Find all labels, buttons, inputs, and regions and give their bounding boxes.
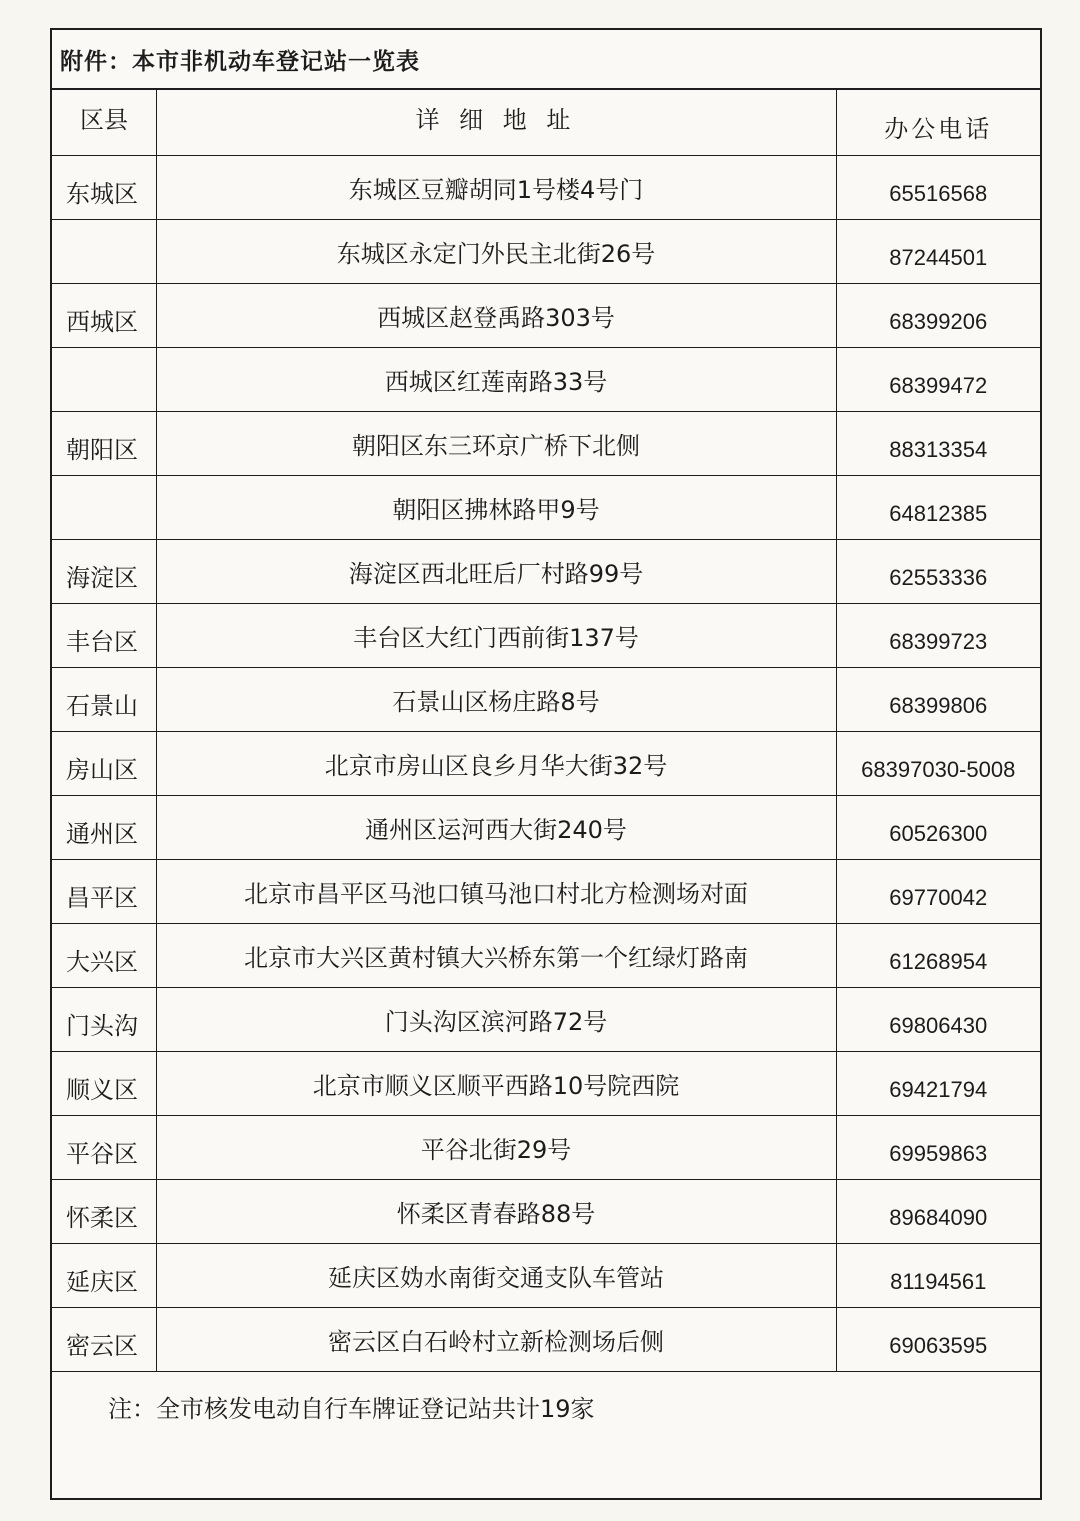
district-cell [52,475,156,539]
header-district: 区县 [52,90,156,155]
phone-cell: 88313354 [836,411,1040,475]
district-cell: 石景山 [52,667,156,731]
district-cell: 密云区 [52,1307,156,1371]
address-cell: 北京市大兴区黄村镇大兴桥东第一个红绿灯路南 [156,923,836,987]
address-cell: 平谷北街29号 [156,1115,836,1179]
address-cell: 门头沟区滨河路72号 [156,987,836,1051]
table-row [52,283,1040,347]
table-row [52,1115,1040,1179]
table-row [52,603,1040,667]
address-cell: 朝阳区拂林路甲9号 [156,475,836,539]
district-cell: 通州区 [52,795,156,859]
district-cell: 海淀区 [52,539,156,603]
table-row [52,155,1040,219]
document-title: 附件：本市非机动车登记站一览表 [60,48,420,75]
district-cell: 丰台区 [52,603,156,667]
phone-cell: 68399206 [836,283,1040,347]
phone-cell: 89684090 [836,1179,1040,1243]
phone-cell: 87244501 [836,219,1040,283]
address-cell: 东城区豆瓣胡同1号楼4号门 [156,155,836,219]
title-row [52,30,1040,90]
table-row [52,731,1040,795]
phone-cell: 68399806 [836,667,1040,731]
district-cell: 平谷区 [52,1115,156,1179]
address-cell: 丰台区大红门西前街137号 [156,603,836,667]
document-page [50,28,1042,1500]
phone-cell: 60526300 [836,795,1040,859]
district-cell: 东城区 [52,155,156,219]
phone-cell: 69770042 [836,859,1040,923]
district-cell [52,347,156,411]
phone-cell: 65516568 [836,155,1040,219]
table-row [52,1307,1040,1371]
phone-cell: 69806430 [836,987,1040,1051]
phone-cell: 69063595 [836,1307,1040,1371]
table-row [52,475,1040,539]
district-cell [52,219,156,283]
table-row [52,411,1040,475]
phone-cell: 81194561 [836,1243,1040,1307]
registration-stations-table [52,90,1040,1372]
district-cell: 昌平区 [52,859,156,923]
address-cell: 通州区运河西大街240号 [156,795,836,859]
district-cell: 延庆区 [52,1243,156,1307]
table-header-row [52,90,1040,155]
address-cell: 东城区永定门外民主北街26号 [156,219,836,283]
table-row [52,859,1040,923]
phone-cell: 68397030-5008 [836,731,1040,795]
table-row [52,1051,1040,1115]
table-row [52,923,1040,987]
header-phone: 办公电话 [836,90,1040,155]
address-cell: 西城区赵登禹路303号 [156,283,836,347]
table-row [52,539,1040,603]
address-cell: 北京市顺义区顺平西路10号院西院 [156,1051,836,1115]
phone-cell: 68399723 [836,603,1040,667]
table-row [52,1179,1040,1243]
table-row [52,347,1040,411]
district-cell: 怀柔区 [52,1179,156,1243]
phone-cell: 68399472 [836,347,1040,411]
table-row [52,1243,1040,1307]
table-row [52,795,1040,859]
phone-cell: 69421794 [836,1051,1040,1115]
table-row [52,219,1040,283]
address-cell: 北京市房山区良乡月华大街32号 [156,731,836,795]
address-cell: 北京市昌平区马池口镇马池口村北方检测场对面 [156,859,836,923]
district-cell: 房山区 [52,731,156,795]
address-cell: 怀柔区青春路88号 [156,1179,836,1243]
note-row [52,1372,1040,1442]
phone-cell: 61268954 [836,923,1040,987]
district-cell: 朝阳区 [52,411,156,475]
table-body [52,155,1040,1371]
footnote: 注：全市核发电动自行车牌证登记站共计19家 [108,1395,595,1423]
address-cell: 密云区白石岭村立新检测场后侧 [156,1307,836,1371]
phone-cell: 64812385 [836,475,1040,539]
address-cell: 西城区红莲南路33号 [156,347,836,411]
address-cell: 石景山区杨庄路8号 [156,667,836,731]
phone-cell: 69959863 [836,1115,1040,1179]
header-address: 详 细 地 址 [156,90,836,155]
address-cell: 延庆区妫水南街交通支队车管站 [156,1243,836,1307]
district-cell: 大兴区 [52,923,156,987]
district-cell: 门头沟 [52,987,156,1051]
phone-cell: 62553336 [836,539,1040,603]
table-row [52,667,1040,731]
table-row [52,987,1040,1051]
district-cell: 西城区 [52,283,156,347]
district-cell: 顺义区 [52,1051,156,1115]
address-cell: 朝阳区东三环京广桥下北侧 [156,411,836,475]
address-cell: 海淀区西北旺后厂村路99号 [156,539,836,603]
